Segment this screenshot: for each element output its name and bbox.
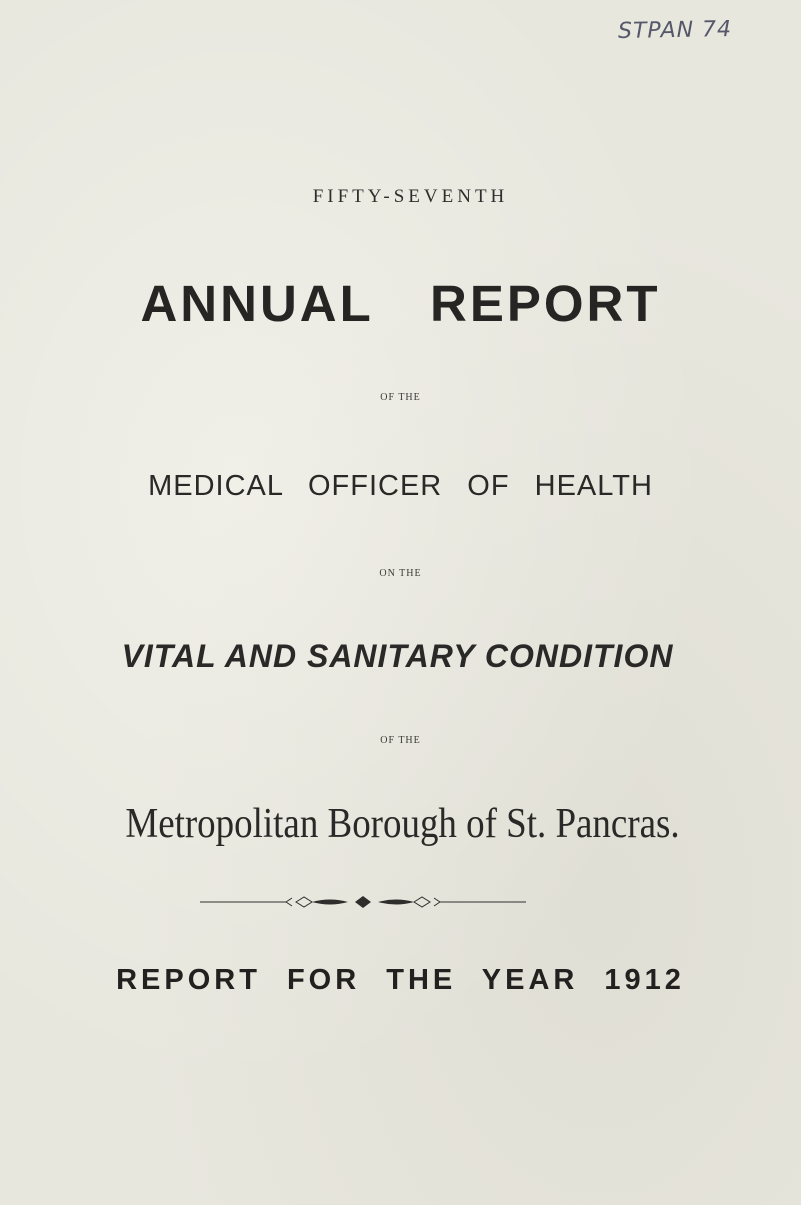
connector-of-the: OF THE [380, 392, 421, 403]
ornamental-rule-icon [200, 892, 526, 912]
subject-heading: VITAL AND SANITARY CONDITION [121, 638, 674, 674]
report-ordinal: FIFTY-SEVENTH [312, 186, 509, 207]
connector-of-the-2: OF THE [380, 735, 421, 746]
report-title: ANNUAL REPORT [140, 275, 661, 332]
borough-name: Metropolitan Borough of St. Pancras. [125, 801, 680, 847]
officer-heading: MEDICAL OFFICER OF HEALTH [148, 470, 653, 502]
report-year: REPORT FOR THE YEAR 1912 [116, 964, 685, 996]
connector-on-the: ON THE [379, 568, 422, 579]
handwritten-shelfmark: STPAN 74 [617, 17, 733, 44]
